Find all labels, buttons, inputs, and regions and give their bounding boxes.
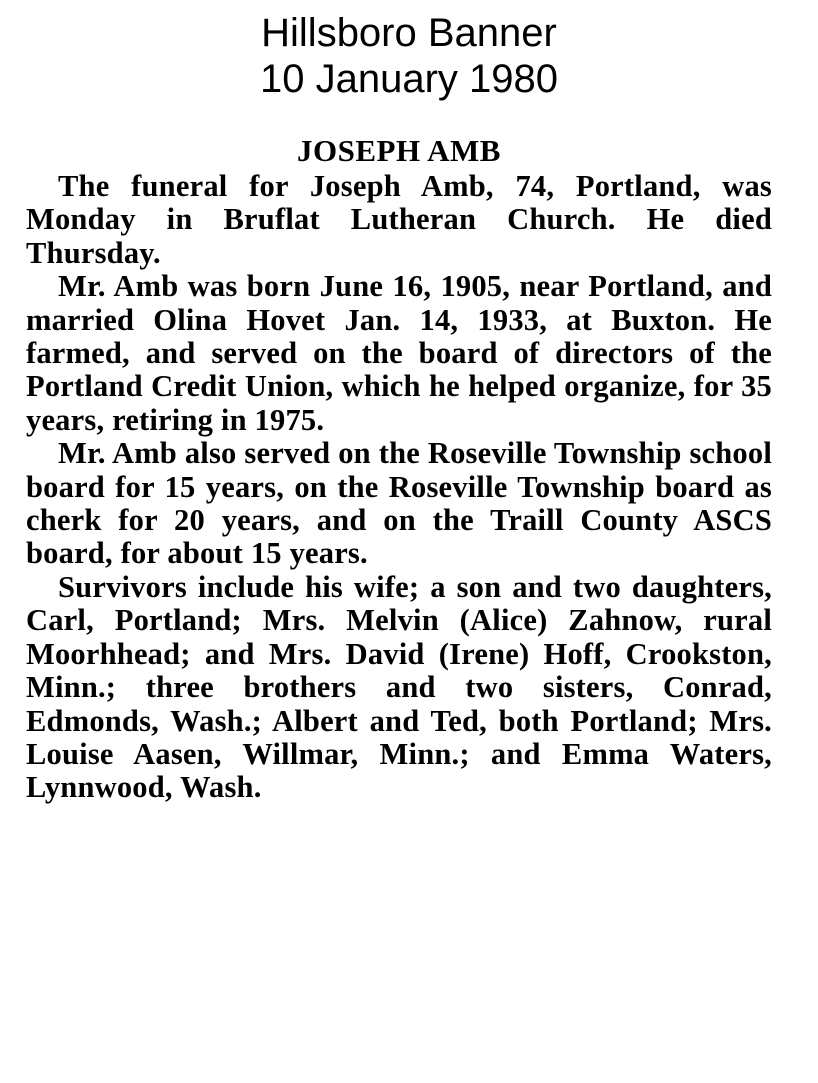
obituary-clipping [26,132,772,805]
publication-name: Hillsboro Banner [261,11,557,55]
obituary-paragraph-service: Mr. Amb also served on the Roseville Township school board for 15 years, on the Roseville Township board as cherk for 20 years, and on the Traill County ASCS board, for about 15 years. [26,436,772,571]
obituary-paragraph-survivors: Survivors include his wife; a son and two daughters, Carl, Portland; Mrs. Melvin (Alice) Zahnow, rural Moorhhead; and Mrs. David (Irene) Hoff, Crookston, Minn.; three brothers and two sisters, Conrad, Edmonds, Wash.; Albert and Ted, both Portland; Mrs. Louise Aasen, Willmar, Minn.; and Emma Waters, Lynnwood, Wash. [26,569,772,805]
obituary-headline: JOSEPH AMB [297,133,501,168]
obituary-paragraph-biography: Mr. Amb was born June 16, 1905, near Portland, and married Olina Hovet Jan. 14, 1933, at Buxton. He farmed, and served on the board of directors of the Portland Credit Union, which he helped organize, for 35 years, retiring in 1975. [26,269,772,437]
clipping-source-header [0,10,818,102]
publication-date: 10 January 1980 [259,57,558,101]
obituary-paragraph-funeral: The funeral for Joseph Amb, 74, Portland, was Monday in Bruflat Lutheran Church. He died Thursday. [26,169,772,270]
